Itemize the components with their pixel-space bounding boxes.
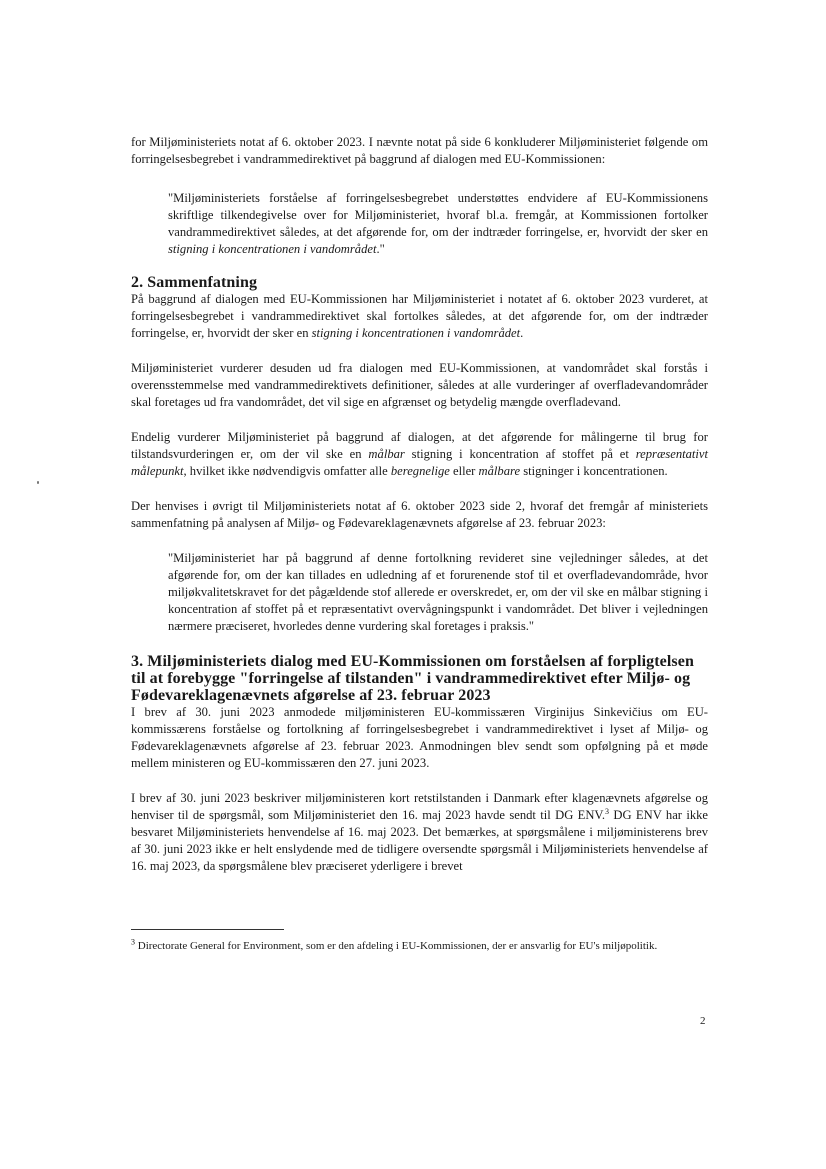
intro-paragraph	[131, 134, 708, 168]
section-3-paragraph-2	[131, 790, 708, 875]
s2p1-end: .	[520, 326, 524, 340]
s3p2-text: I brev af 30. juni 2023 beskriver miljøministeren kort retstilstanden i Danmark efter klagenævnets afgørelse og henviser til de spørgsmål, som Miljøministeriet den 16. maj 2023 havde sendt til DG ENV.	[131, 791, 708, 822]
s2p3-i4: målbare	[478, 464, 521, 478]
quote1-end: ."	[376, 242, 385, 256]
s2p3-t4: eller	[449, 464, 479, 478]
footnote-number: 3	[131, 937, 135, 947]
s2p3-i1: målbar	[368, 447, 405, 461]
s2p3-t2: stigning i koncentration af stoffet på et	[404, 447, 636, 461]
section-2-paragraph-1	[131, 291, 708, 342]
footnote-text: Directorate General for Environment, som er den afdeling i EU-Kommissionen, der er ansvarlig for EU's miljøpolitik.	[135, 940, 658, 952]
page-body	[131, 134, 708, 875]
s2p1-text: På baggrund af dialogen med EU-Kommissionen har Miljøministeriet i notatet af 6. oktober 2023 vurderet, at forringelsesbegrebet i vandrammedirektivet skal fortolkes således, at det afgørende for, om der indtræder forringelse, er, hvorvidt der sker en	[131, 292, 708, 340]
quote-block-1	[131, 190, 708, 258]
scan-speck	[37, 481, 39, 484]
footnote-reference[interactable]: 3	[605, 806, 610, 816]
section-2-paragraph-3	[131, 429, 708, 480]
quote1-text: "Miljøministeriets forståelse af forringelsesbegrebet understøttes endvidere af EU-Kommissionens skriftlige tilkendegivelse over for Miljøministeriet, hvoraf bl.a. fremgår, at Kommissionen fortolker vandrammedirektivet således, at det afgørende for, om der indtræder forringelse, er, hvorvidt der sker en	[168, 191, 708, 239]
s2p3-i3: beregnelige	[390, 464, 450, 478]
s2p3-t5: stigninger i koncentrationen.	[520, 464, 668, 478]
footnote	[131, 938, 708, 955]
s2p3-i2: repræsentativt målepunkt	[131, 447, 709, 478]
intro-text: for Miljøministeriets notat af 6. oktober 2023. I nævnte notat på side 6 konkluderer Miljøministeriet følgende om forringelsesbegrebet i vandrammedirektivet på baggrund af dialogen med EU-Kommissionen:	[131, 135, 708, 166]
s2p1-italic: stigning i koncentrationen i vandområdet	[311, 326, 521, 340]
section-3-paragraph-1: I brev af 30. juni 2023 anmodede miljøministeren EU-kommissæren Virginijus Sinkevičius om EU-kommissærens forståelse og fortolkning af forringelsesbegrebet i vandrammedirektivet i lyset af Miljø- og Fødevareklagenævnets afgørelse af 23. februar 2023. Anmodningen blev sendt som opfølgning på et møde mellem ministeren og EU-kommissæren den 27. juni 2023.	[131, 705, 708, 770]
section-2-heading: 2. Sammenfatning	[131, 274, 258, 291]
s2p3-t1: Endelig vurderer Miljøministeriet på baggrund af dialogen, at det afgørende for målingerne til brug for tilstandsvurderingen er, om der vil ske en	[131, 430, 708, 461]
section-3-heading: 3. Miljøministeriets dialog med EU-Kommissionen om forståelsen af forpligtelsen til at forebygge "forringelse af tilstanden" i vandrammedirektivet efter Miljø- og Fødevareklagenævnets afgørelse af 23. februar 2023	[131, 653, 694, 704]
section-2-paragraph-4: Der henvises i øvrigt til Miljøministeriets notat af 6. oktober 2023 side 2, hvoraf det fremgår af ministeriets sammenfatning på analysen af Miljø- og Fødevareklagenævnets afgørelse af 23. februar 2023:	[131, 499, 708, 530]
s3p2-rest: DG ENV har ikke besvaret Miljøministeriets henvendelse af 16. maj 2023. Det bemærkes, at spørgsmålene i miljøministerens brev af 30. juni 2023 ikke er helt enslydende med de tidligere oversendte spørgsmål i Miljøministeriets henvendelse af 16. maj 2023, da spørgsmålene blev præciseret yderligere i brevet	[131, 808, 708, 873]
quote-block-2: "Miljøministeriet har på baggrund af denne fortolkning revideret sine vejledninger således, at det afgørende for, om der kan tillades en udledning af et forurenende stof til et overfladevandområde, hvor miljøkvalitetskravet for det pågældende stof allerede er overskredet, er, om der vil ske en målbar stigning i koncentration af stoffet på et repræsentativt overvågningspunkt i vandområdet. Det bliver i vejledningen nærmere præciseret, hvorledes denne vurdering skal foretages i praksis."	[168, 551, 708, 633]
section-2-paragraph-2: Miljøministeriet vurderer desuden ud fra dialogen med EU-Kommissionen, at vandområdet skal forstås i overensstemmelse med vandrammedirektivets definitioner, således at alle vurderinger af overfladevandområder skal foretages ud fra vandområdet, det vil sige en afgrænset og betydelig mængde overfladevand.	[131, 361, 708, 409]
quote1-italic: stigning i koncentrationen i vandområdet	[168, 242, 377, 256]
page-number: 2	[700, 1015, 706, 1027]
footnote-divider	[131, 929, 284, 930]
s2p3-t3: , hvilket ikke nødvendigvis omfatter alle	[183, 464, 391, 478]
